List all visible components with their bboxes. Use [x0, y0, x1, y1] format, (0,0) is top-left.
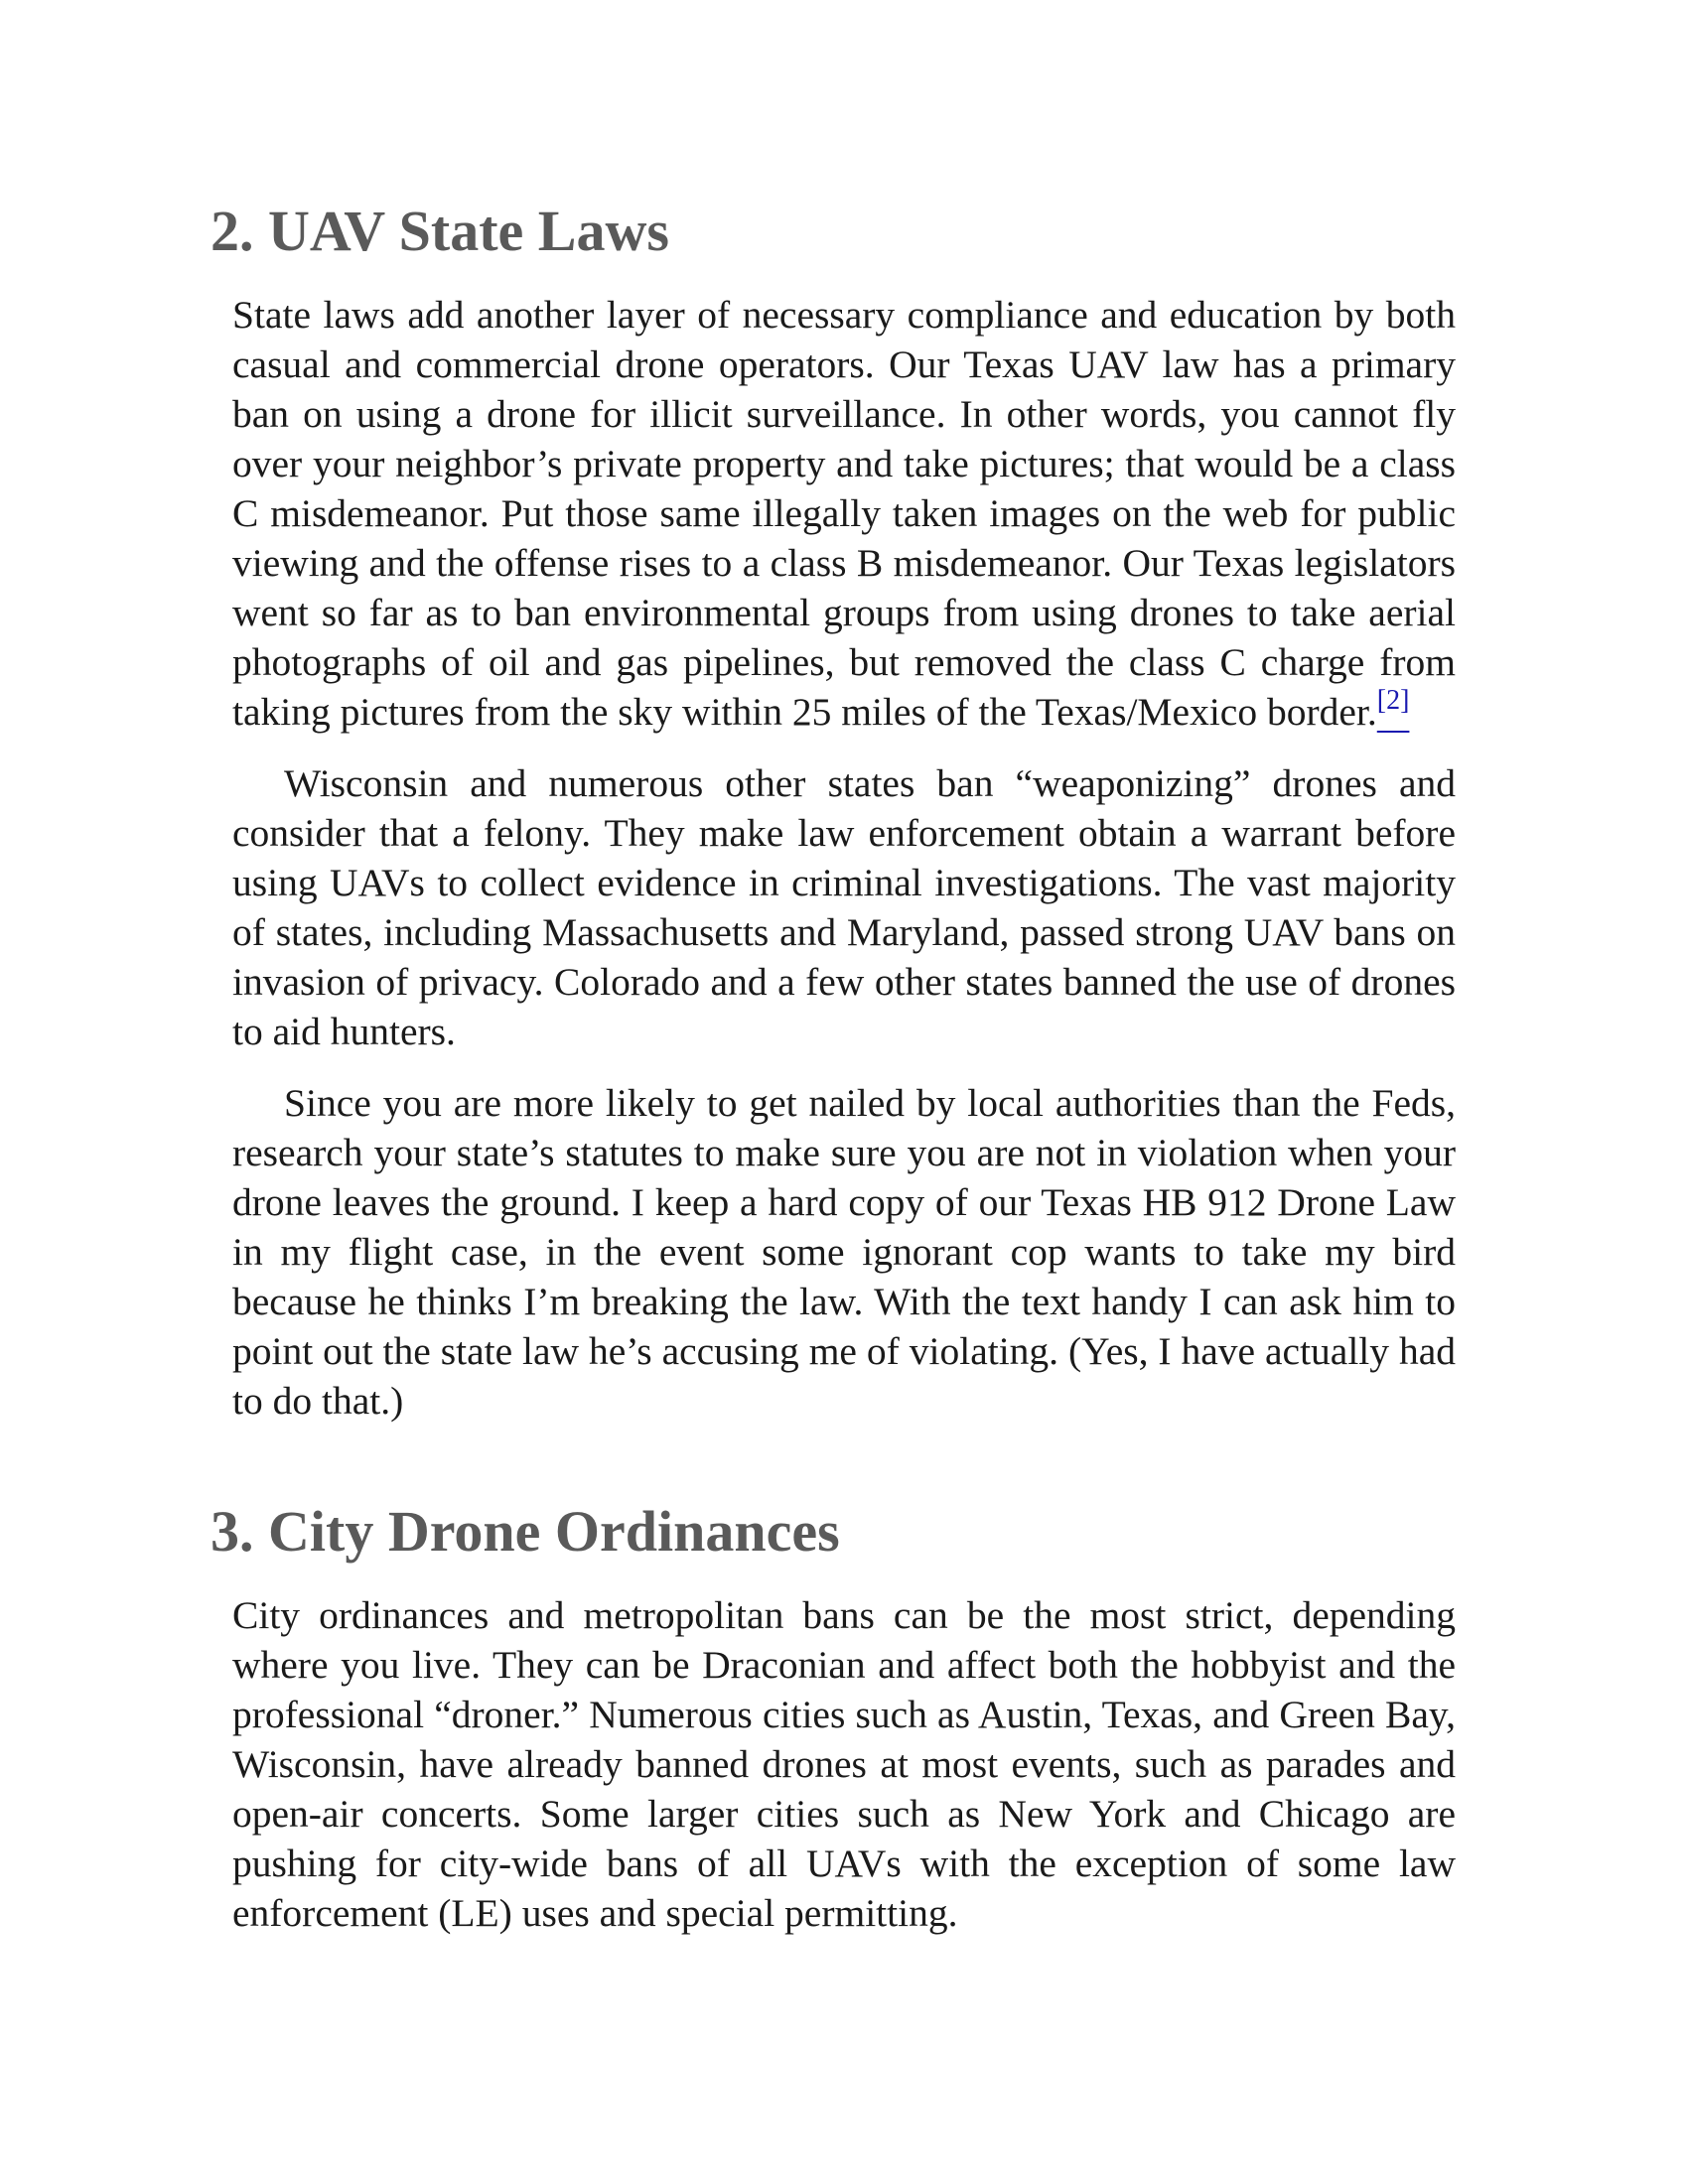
section-body-city-drone-ordinances: [232, 1590, 1456, 1938]
footnote-link[interactable]: [2]: [1376, 685, 1410, 716]
paragraph: Wisconsin and numerous other states ban “weaponizing” drones and consider that a felony. They make law enforcement obtain a warrant before using UAVs to collect evidence in criminal investigations. The vast majority of states, including Massachusetts and Maryland, passed strong UAV bans on invasion of privacy. Colorado and a few other states banned the use of drones to aid hunters.: [232, 761, 1456, 1053]
paragraph: City ordinances and metropolitan bans can be the most strict, depending where you live. They can be Draconian and affect both the hobbyist and the professional “droner.” Numerous cities such as Austin, Texas, and Green Bay, Wisconsin, have already banned drones at most events, such as parades and open-air concerts. Some larger cities such as New York and Chicago are pushing for city-wide bans of all UAVs with the exception of some law enforcement (LE) uses and special permitting.: [232, 1593, 1456, 1935]
section-heading-uav-state-laws: 2. UAV State Laws: [211, 199, 669, 263]
section-body-uav-state-laws: [232, 290, 1456, 1426]
section-heading-city-drone-ordinances: 3. City Drone Ordinances: [211, 1499, 840, 1564]
paragraph-text: State laws add another layer of necessary compliance and education by both casual and commercial drone operators. Our Texas UAV law has a primary ban on using a drone for illicit surveillance. In other words, you cannot fly over your neighbor’s private property and take pictures; that would be a class C misdemeanor. Put those same illegally taken images on the web for public viewing and the offense rises to a class B misdemeanor. Our Texas legislators went so far as to ban environmental groups from using drones to take aerial photographs of oil and gas pipelines, but removed the class C charge from taking pictures from the sky within 25 miles of the Texas/Mexico border.: [232, 293, 1456, 734]
paragraph: Since you are more likely to get nailed by local authorities than the Feds, research your state’s statutes to make sure you are not in violation when your drone leaves the ground. I keep a hard copy of our Texas HB 912 Drone Law in my flight case, in the event some ignorant cop wants to take my bird because he thinks I’m breaking the law. With the text handy I can ask him to point out the state law he’s accusing me of violating. (Yes, I have actually had to do that.): [232, 1081, 1456, 1423]
paragraph: [232, 290, 1456, 737]
